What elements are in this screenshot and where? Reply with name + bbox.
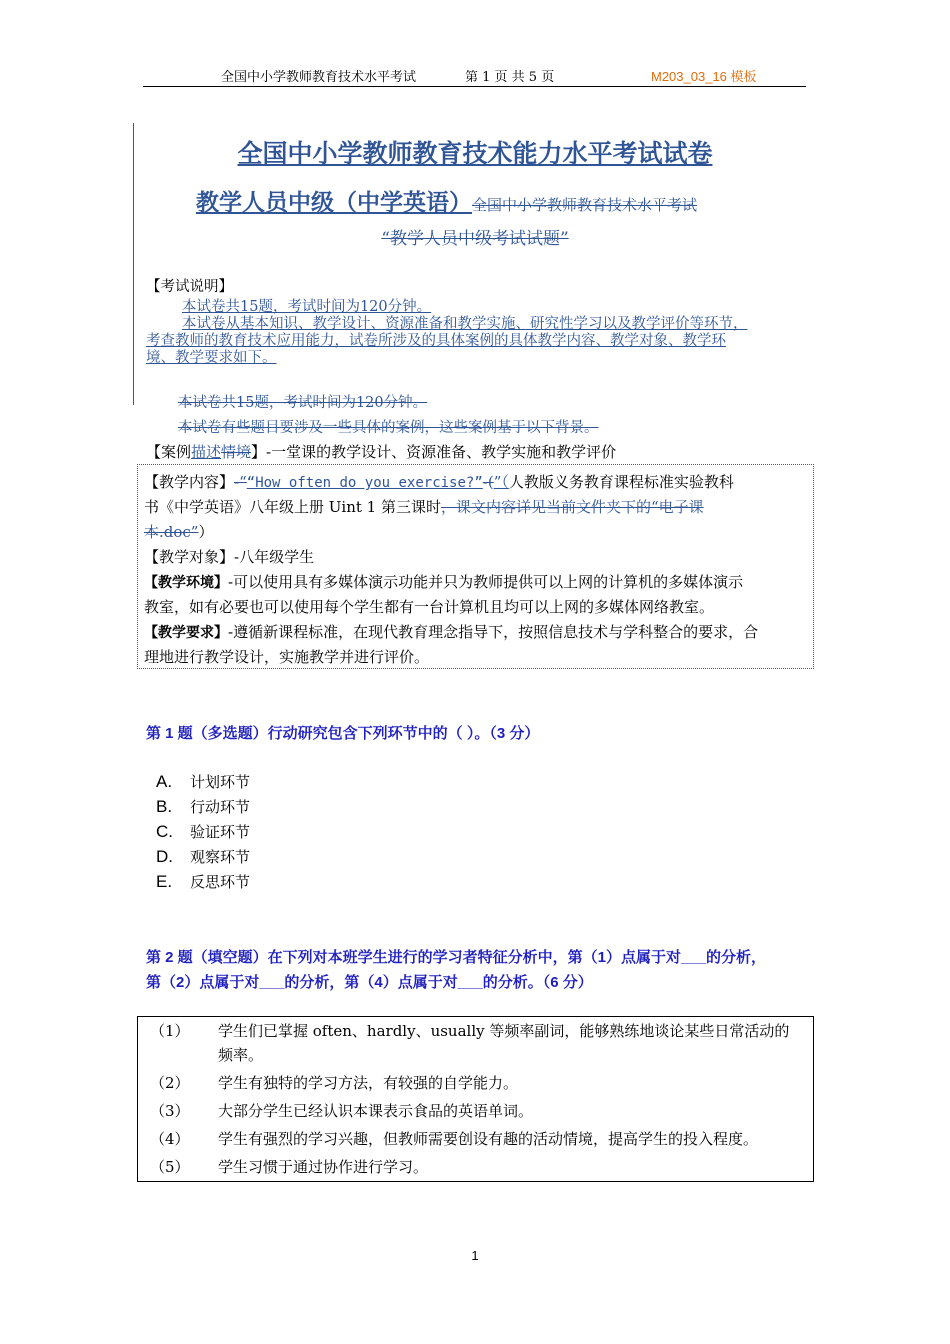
case-prefix: 【案例 (146, 443, 192, 461)
option-letter: E. (156, 872, 173, 891)
document-subtitle (196, 184, 697, 217)
case-suffix: 】-一堂课的教学设计、资源准备、教学实施和教学评价 (251, 443, 617, 461)
question-2-stem-line-2: 第（2）点属于对___的分析，第（4）点属于对___的分析。（6 分） (146, 974, 593, 991)
row-number: （2） (150, 1074, 190, 1092)
closing-paren: ） (198, 523, 214, 541)
option-letter: A. (156, 772, 173, 791)
instructions-heading: 【考试说明】 (146, 279, 233, 295)
row-number: （1） (150, 1022, 190, 1040)
deleted-instructions-1: 本试卷共15题，考试时间为120分钟。 (178, 395, 428, 411)
header-template-id: M203_03_16 模板 (651, 69, 757, 84)
option-letter: B. (156, 797, 173, 816)
table-row (138, 1069, 814, 1097)
subtitle-level: 教学人员中级（中学英语） (196, 189, 472, 216)
option-text: 观察环节 (190, 848, 251, 866)
page-number: 1 (471, 1248, 479, 1263)
teaching-content-text: 人教版义务教育课程标准实验教科 (508, 473, 734, 491)
question-1-option-d[interactable] (156, 846, 250, 867)
option-text: 反思环节 (190, 873, 251, 891)
option-text: 行动环节 (190, 798, 251, 816)
table-row (138, 1097, 814, 1125)
teaching-content-label: 【教学内容】 (144, 473, 235, 491)
table-row (138, 1125, 814, 1153)
teaching-object-text: -八年级学生 (234, 548, 315, 566)
page-header (143, 66, 806, 87)
teaching-requirement-line (144, 621, 758, 642)
teaching-content-line-3 (144, 521, 214, 542)
row-text-line: 学生们已掌握 often、hardly、usually 等频率副词，能够熟练地谈论某些日常活动的 (218, 1022, 790, 1040)
instructions-line-1: 本试卷共15题，考试时间为120分钟。 (182, 299, 432, 315)
deleted-paren: -( (482, 473, 494, 491)
lesson-title: “How often do you exercise?” (246, 475, 483, 491)
teaching-requirement-label: 【教学要求】 (144, 625, 228, 641)
teaching-requirement-text: -遵循新课程标准，在现代教育理念指导下，按照信息技术与学科整合的要求，合 (228, 623, 759, 641)
question-1-option-a[interactable] (156, 771, 250, 792)
table-row (138, 1153, 814, 1182)
deleted-file-name: 本.doc” (144, 523, 199, 541)
row-number: （4） (150, 1130, 190, 1148)
deleted-quote: -“ (234, 473, 247, 491)
case-description (146, 443, 616, 461)
option-letter: D. (156, 847, 173, 866)
header-page-count: 第 1 页 共 5 页 (465, 70, 555, 85)
row-text: 大部分学生已经认识本课表示食品的英语单词。 (218, 1102, 534, 1120)
row-text-line-2: 频率。 (218, 1046, 264, 1064)
instructions-line-2: 本试卷从基本知识、教学设计、资源准备和教学实施、研究性学习以及教学评价等环节， (182, 316, 748, 332)
teaching-environment-line (144, 571, 743, 592)
option-letter: C. (156, 822, 173, 841)
document-title: 全国中小学教师教育技术能力水平考试试卷 (237, 139, 713, 168)
instructions-line-4: 境、教学要求如下。 (146, 350, 277, 366)
row-text (214, 1017, 814, 1070)
question-2-stem-line-1: 第 2 题（填空题）在下列对本班学生进行的学习者特征分析中，第（1）点属于对___的分析， (146, 949, 767, 966)
teaching-object-label: 【教学对象】 (144, 548, 235, 566)
question-1-option-b[interactable] (156, 796, 250, 817)
row-text: 学生习惯于通过协作进行学习。 (218, 1158, 429, 1176)
case-details-box (137, 464, 814, 669)
row-text: 学生有强烈的学习兴趣，但教师需要创设有趣的活动情境，提高学生的投入程度。 (218, 1130, 759, 1148)
teaching-content-line-2 (144, 496, 704, 517)
teaching-object-line (144, 546, 314, 567)
header-exam-name: 全国中小学教师教育技术水平考试 (221, 70, 417, 85)
learner-analysis-table (137, 1016, 814, 1182)
inserted-paren: ”（ (493, 473, 509, 491)
deleted-title-line: “教学人员中级考试试题” (381, 229, 569, 249)
teaching-environment-text: -可以使用具有多媒体演示功能并只为教师提供可以上网的计算机的多媒体演示 (228, 573, 744, 591)
question-1-stem: 第 1 题（多选题）行动研究包含下列环节中的（ ）。（3 分） (146, 725, 540, 742)
teaching-environment-line-2: 教室，如有必要也可以使用每个学生都有一台计算机且均可以上网的多媒体网络教室。 (144, 598, 715, 616)
deleted-file-reference: ，课文内容详见当前文件夹下的“电子课 (440, 498, 704, 516)
row-number: （3） (150, 1102, 190, 1120)
question-1-option-e[interactable] (156, 871, 250, 892)
teaching-content-line (144, 471, 734, 492)
row-text: 学生有独特的学习方法，有较强的自学能力。 (218, 1074, 519, 1092)
teaching-requirement-line-2: 理地进行教学设计，实施教学并进行评价。 (144, 648, 430, 666)
textbook-reference: 书《中学英语》八年级上册 Uint 1 第三课时 (144, 498, 441, 516)
case-inserted-text: 描述 (191, 443, 222, 461)
subtitle-deleted-text: 全国中小学教师教育技术水平考试 (472, 196, 698, 214)
table-row (138, 1017, 814, 1070)
option-text: 计划环节 (190, 773, 251, 791)
case-deleted-text: 情境 (221, 443, 252, 461)
deleted-instructions-2: 本试卷有些题目要涉及一些具体的案例，这些案例基于以下背景。 (178, 420, 599, 436)
question-1-option-c[interactable] (156, 821, 250, 842)
instructions-line-3: 考查教师的教育技术应用能力，试卷所涉及的具体案例的具体教学内容、教学对象、教学环 (146, 333, 726, 349)
option-text: 验证环节 (190, 823, 251, 841)
row-number: （5） (150, 1158, 190, 1176)
teaching-environment-label: 【教学环境】 (144, 575, 228, 591)
